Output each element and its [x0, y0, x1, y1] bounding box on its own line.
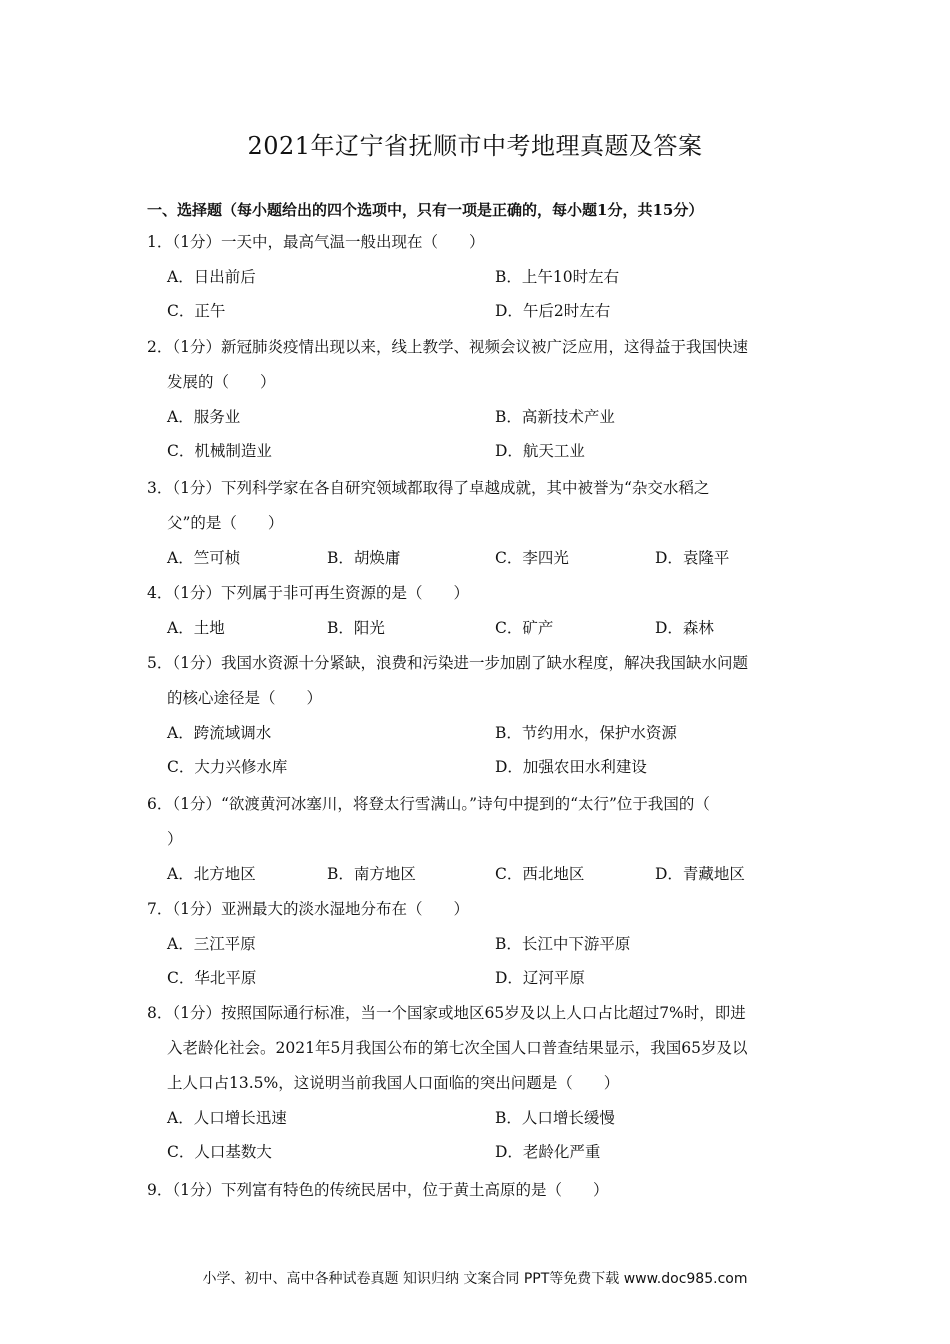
option-d: D．森林 [655, 619, 714, 637]
question-text: 7．（1分）亚洲最大的淡水湿地分布在（ ） [147, 900, 469, 918]
document-title: 2021年辽宁省抚顺市中考地理真题及答案 [247, 132, 703, 160]
option-a: A．日出前后 [167, 268, 256, 286]
option-d: D．航天工业 [495, 442, 585, 460]
option-c: C．大力兴修水库 [167, 758, 288, 776]
question-text: 3．（1分）下列科学家在各自研究领域都取得了卓越成就，其中被誉为“杂交水稻之 [147, 479, 710, 497]
question-2 [147, 330, 817, 468]
option-d: D．辽河平原 [495, 969, 585, 987]
option-d: D．袁隆平 [655, 549, 730, 567]
option-d: D．加强农田水利建设 [495, 758, 647, 776]
question-6 [147, 787, 817, 891]
question-text-cont: 发展的（ ） [167, 373, 276, 391]
question-3 [147, 471, 817, 575]
option-d: D．老龄化严重 [495, 1143, 601, 1161]
option-c: C．人口基数大 [167, 1143, 272, 1161]
option-b: B．节约用水，保护水资源 [495, 724, 677, 742]
option-c: C．矿产 [495, 619, 554, 637]
question-5 [147, 646, 817, 784]
option-b: B．高新技术产业 [495, 408, 615, 426]
option-a: A．竺可桢 [167, 549, 241, 567]
question-9 [147, 1173, 817, 1208]
question-text-cont: 入老龄化社会。2021年5月我国公布的第七次全国人口普查结果显示，我国65岁及以 [167, 1039, 748, 1057]
option-c: C．华北平原 [167, 969, 257, 987]
option-c: C．正午 [167, 302, 226, 320]
question-text: 8．（1分）按照国际通行标准，当一个国家或地区65岁及以上人口占比超过7%时，即进 [147, 1004, 746, 1022]
option-b: B．阳光 [327, 619, 385, 637]
option-b: B．胡焕庸 [327, 549, 401, 567]
question-text: 1．（1分）一天中，最高气温一般出现在（ ） [147, 233, 485, 251]
option-d: D．青藏地区 [655, 865, 745, 883]
question-1 [147, 225, 817, 328]
option-b: B．人口增长缓慢 [495, 1109, 615, 1127]
question-text: 2．（1分）新冠肺炎疫情出现以来，线上教学、视频会议被广泛应用，这得益于我国快速 [147, 338, 748, 356]
option-a: A．跨流域调水 [167, 724, 272, 742]
option-a: A．三江平原 [167, 935, 256, 953]
question-4 [147, 576, 817, 645]
footer-ad: 小学、初中、高中各种试卷真题 知识归纳 文案合同 PPT等免费下载 www.doc985.com [202, 1271, 748, 1287]
question-text-cont: ） [167, 830, 183, 848]
option-a: A．人口增长迅速 [167, 1109, 287, 1127]
option-a: A．土地 [167, 619, 225, 637]
question-text-cont: 的核心途径是（ ） [167, 689, 323, 707]
question-text-cont: 父”的是（ ） [167, 514, 284, 532]
option-b: B．长江中下游平原 [495, 935, 631, 953]
option-d: D．午后2时左右 [495, 302, 611, 320]
option-b: B．南方地区 [327, 865, 416, 883]
option-b: B．上午10时左右 [495, 268, 620, 286]
option-a: A．服务业 [167, 408, 241, 426]
option-c: C．李四光 [495, 549, 569, 567]
question-text: 5．（1分）我国水资源十分紧缺，浪费和污染进一步加剧了缺水程度，解决我国缺水问题 [147, 654, 748, 672]
question-text: 9．（1分）下列富有特色的传统民居中，位于黄土高原的是（ ） [147, 1181, 609, 1199]
section-heading: 一、选择题（每小题给出的四个选项中，只有一项是正确的，每小题1分，共15分） [147, 201, 704, 219]
option-c: C．西北地区 [495, 865, 585, 883]
question-text-cont: 上人口占13.5%，这说明当前我国人口面临的突出问题是（ ） [167, 1074, 620, 1092]
question-7 [147, 892, 817, 995]
option-a: A．北方地区 [167, 865, 256, 883]
option-c: C．机械制造业 [167, 442, 272, 460]
question-text: 4．（1分）下列属于非可再生资源的是（ ） [147, 584, 469, 602]
question-8 [147, 996, 817, 1169]
question-text: 6．（1分）“欲渡黄河冰塞川，将登太行雪满山。”诗句中提到的“太行”位于我国的（ [147, 795, 710, 813]
